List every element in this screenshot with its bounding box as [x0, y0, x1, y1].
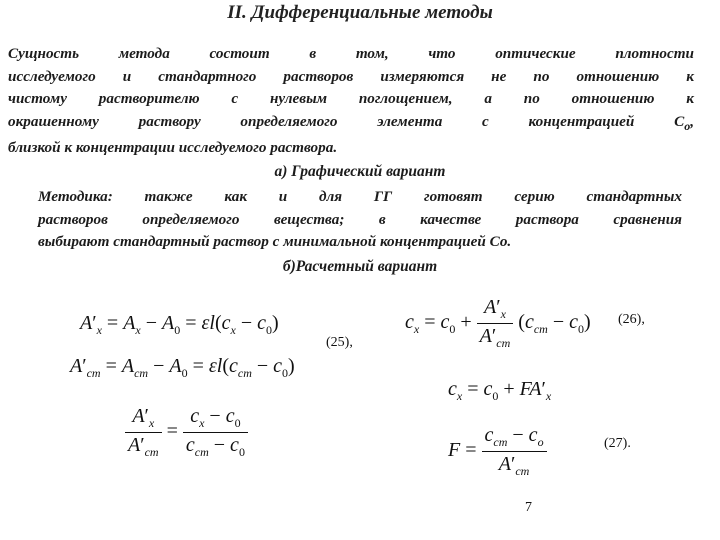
intro-paragraph: [8, 43, 694, 160]
ratio-right-fraction: $\frac{c_x - c_0}{c_{cm} - c_0}$: [183, 405, 248, 460]
method-paragraph: [38, 186, 682, 254]
method-line-3: выбирают стандартный раствор с минимальной концентрацией Со.: [38, 233, 512, 250]
page-title: II. Дифференциальные методы: [227, 2, 493, 23]
intro-line-1: Сущность метода состоит в том, что оптические плотности: [8, 45, 694, 62]
method-line-1: Методика: также как и для ГГ готовят серию стандартных: [38, 188, 682, 205]
variant-a-heading: а) Графический вариант: [274, 163, 446, 180]
equation-f: F = $\frac{c_{cm} - c_o}{A'_{cm}}$: [448, 424, 547, 479]
equation-acm: $A'_{cm} = A_{cm} - A_0 = \varepsilon l(c_{cm} - c_0)$: [70, 355, 295, 380]
equation-ax: $A'_x = A_x - A_0 = \varepsilon l(c_x - c_0)$: [80, 312, 279, 337]
f-fraction: $\frac{c_{cm} - c_o}{A'_{cm}}$: [482, 424, 547, 479]
method-line-2: растворов определяемого вещества; в качестве раствора сравнения: [38, 210, 682, 228]
equation-number-27: (27).: [604, 436, 631, 451]
ratio-left-fraction: $\frac{A'_x}{A'_{cm}}$: [125, 405, 162, 460]
intro-line-2: исследуемого и стандартного растворов измеряются не по отношению к: [8, 67, 694, 85]
equation-ratio: $\frac{A'_x}{A'_{cm}}$ = $\frac{c_x - c_0}{c_{cm} - c_0}$: [125, 405, 248, 460]
intro-line-5: близкой к концентрации исследуемого раствора.: [8, 139, 338, 157]
intro-line-3: чистому растворителю с нулевым поглощением, а по отношению к: [8, 90, 694, 107]
cx-fraction: $\frac{A'_x}{A'_{cm}}$: [477, 296, 514, 351]
intro-c0-subscript: o: [684, 118, 691, 133]
intro-line-4: [8, 111, 694, 138]
equation-cx-f: $c_x = c_0 + FA'_x$: [448, 378, 552, 403]
equation-number-25: (25),: [326, 335, 353, 350]
page-number: 7: [525, 500, 532, 515]
equation-number-26: (26),: [618, 312, 645, 327]
equation-cx-ratio: $c_x = c_0$ + $\frac{A'_x}{A'_{cm}}$ $(c_{cm} - c_0)$: [405, 296, 591, 350]
intro-comma: ,: [690, 112, 694, 130]
variant-b-heading: б)Расчетный вариант: [282, 258, 438, 275]
intro-line-4-text: окрашенному раствору определяемого элемента с концентрацией C: [8, 112, 685, 130]
